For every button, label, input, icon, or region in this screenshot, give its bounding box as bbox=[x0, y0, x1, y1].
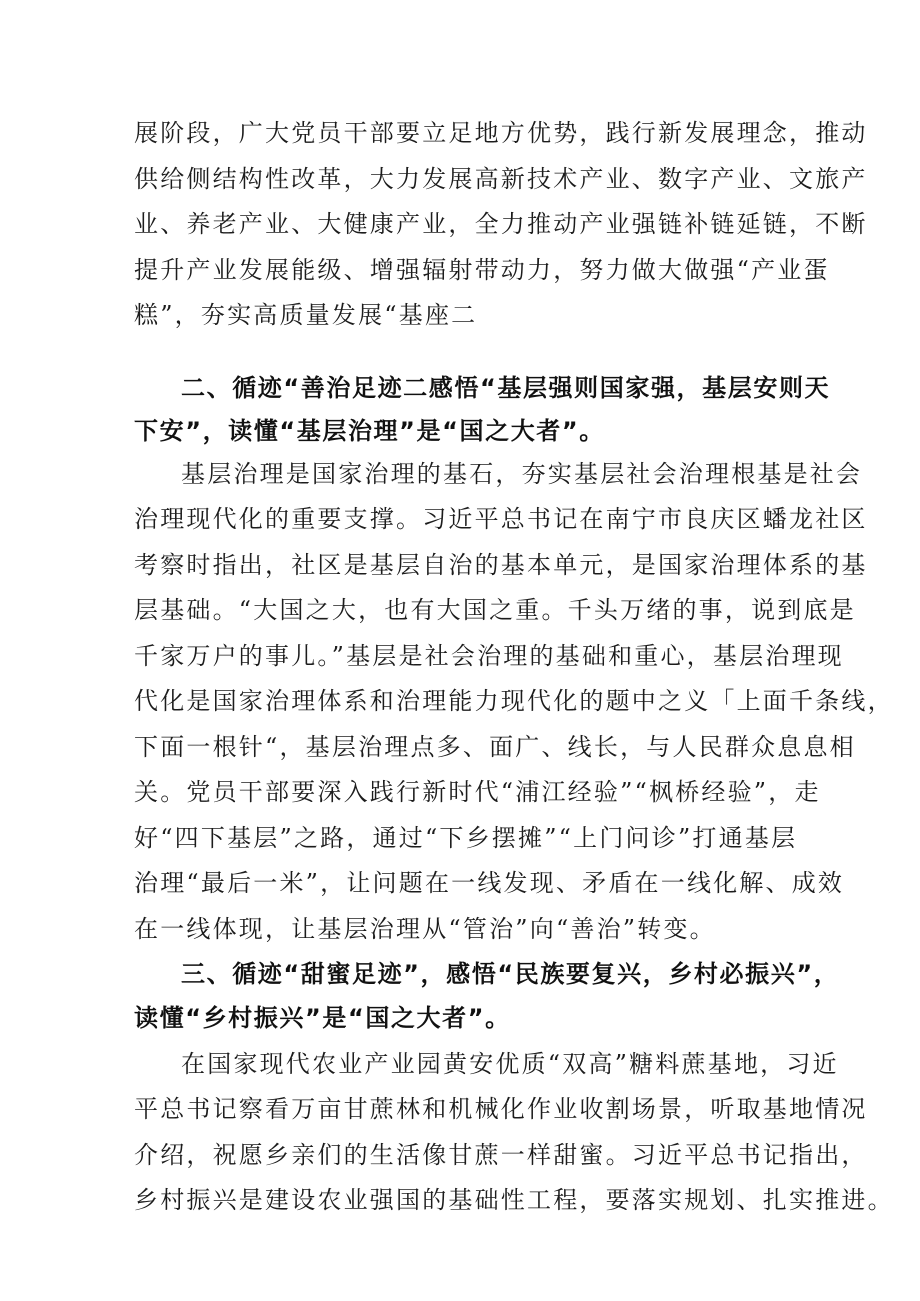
text-line: 展阶段，广大党员干部要立足地方优势，践行新发展理念，推动 bbox=[134, 119, 868, 147]
text-line: 介绍，祝愿乡亲们的生活像甘蔗一样甜蜜。习近平总书记指出， bbox=[134, 1141, 868, 1169]
text-line: 平总书记察看万亩甘蔗林和机械化作业收割场景，听取基地情况 bbox=[134, 1095, 868, 1123]
text-line: 业、养老产业、大健康产业，全力推动产业强链补链延链，不断 bbox=[134, 210, 868, 238]
text-line: 千家万户的事儿。”基层是社会治理的基础和重心，基层治理现 bbox=[134, 642, 844, 670]
text-line: 代化是国家治理体系和治理能力现代化的题中之义「上面千条线， bbox=[134, 687, 894, 715]
text-line: 好“四下基层”之路，通过“下乡摆摊”“上门问诊”打通基层 bbox=[134, 824, 798, 852]
text-line: 基层治理是国家治理的基石，夯实基层社会治理根基是社会 bbox=[181, 460, 863, 488]
text-line: 供给侧结构性改革，大力发展高新技术产业、数字产业、文旅产 bbox=[134, 165, 868, 193]
text-line: 提升产业发展能级、增强辐射带动力，努力做大做强“产业蛋 bbox=[134, 256, 830, 284]
text-line: 乡村振兴是建设农业强国的基础性工程，要落实规划、扎实推进。 bbox=[134, 1186, 894, 1214]
text-line: 考察时指出，社区是基层自治的基本单元，是国家治理体系的基 bbox=[134, 551, 868, 579]
text-line: 在国家现代农业产业园黄安优质“双高”糖料蔗基地，习近 bbox=[181, 1050, 839, 1078]
heading-line: 三、循迹“甜蜜足迹”，感悟“民族要复兴，乡村必振兴”， bbox=[181, 960, 840, 988]
text-line: 治理“最后一米”，让问题在一线发现、矛盾在一线化解、成效 bbox=[134, 869, 845, 897]
heading-line: 读懂“乡村振兴”是“国之大者”。 bbox=[134, 1004, 511, 1032]
text-line: 层基础。“大国之大，也有大国之重。千头万绪的事，说到底是 bbox=[134, 596, 856, 624]
text-line: 治理现代化的重要支撑。习近平总书记在南宁市良庆区蟠龙社区 bbox=[134, 505, 868, 533]
heading-line: 下安”，读懂“基层治理”是“国之大者”。 bbox=[134, 417, 605, 445]
text-line: 在一线体现，让基层治理从“管治”向“善治”转变。 bbox=[134, 915, 716, 943]
text-line: 糕”，夯实高质量发展“基座二 bbox=[134, 301, 478, 329]
text-line: 关。党员干部要深入践行新时代“浦江经验”“枫桥经验”，走 bbox=[134, 778, 821, 806]
heading-line: 二、循迹“善治足迹二感悟“基层强则国家强，基层安则天 bbox=[181, 374, 831, 402]
text-line: 下面一根针“，基层治理点多、面广、线长，与人民群众息息相 bbox=[134, 733, 856, 761]
